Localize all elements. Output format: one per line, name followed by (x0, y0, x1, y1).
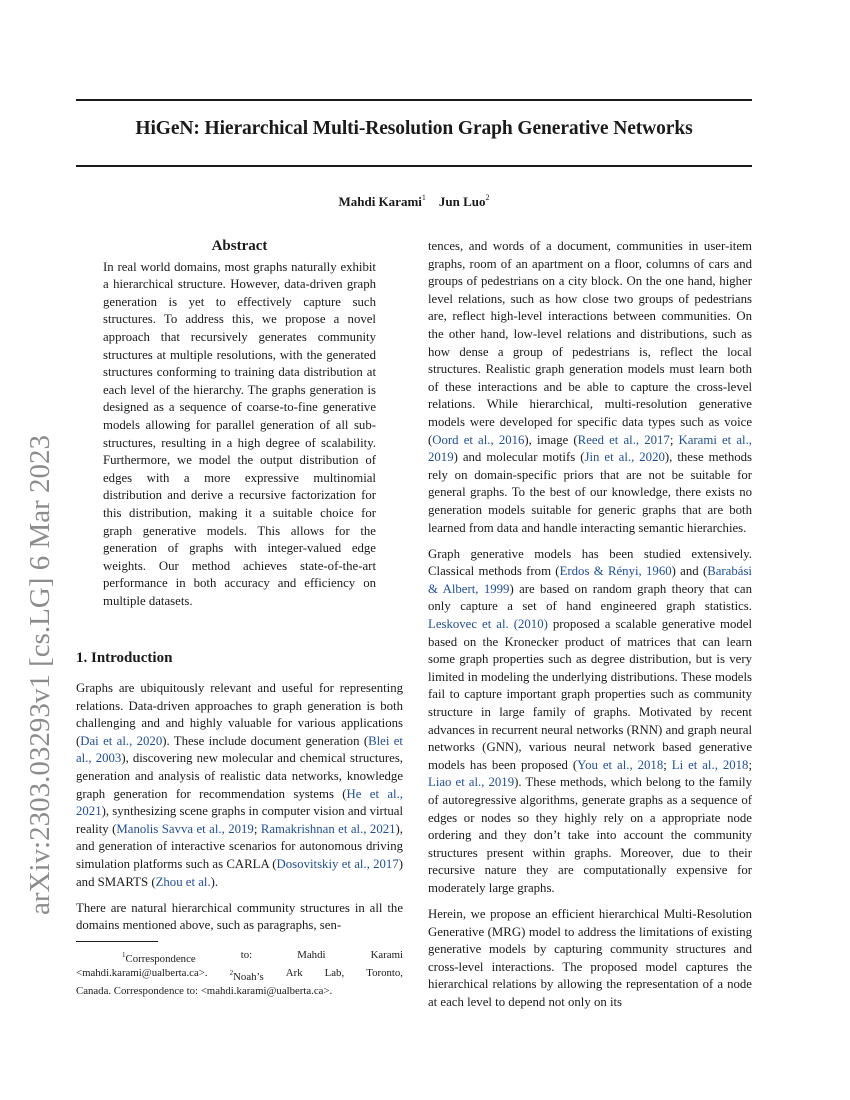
citation-link[interactable]: Zhou et al. (155, 874, 211, 889)
citation-link[interactable]: Barabási & Albert, 1999 (428, 564, 752, 596)
author-list (76, 193, 752, 210)
title-rule-bottom (76, 165, 752, 167)
citation-link[interactable]: Erdos & Rényi, 1960 (559, 564, 672, 579)
author-name: Jun Luo (438, 194, 486, 209)
title-rule-top (76, 99, 752, 101)
citation-link[interactable]: Liao et al., 2019 (428, 775, 515, 790)
section-heading-introduction: 1. Introduction (76, 650, 173, 667)
footnote (76, 948, 403, 998)
abstract-heading: Abstract (211, 238, 268, 254)
footnote-line: Canada. Correspondence to: <mahdi.karami@ualberta.ca>. (76, 984, 333, 997)
intro-paragraph: tences, and words of a document, communities in user-item graphs, room of an apartment on a floor, columns of cars and groups of pedestrians on a city block. On the one hand, higher level relations, such as how close two groups of pedestrians are, reflect high-level interactions between communities. On the other hand, low-level relations and distributions, such as how dense a group of pedestrians is, reflect the local structures. Realistic graph generation models must learn both of these interactions and be able to capture the cross-level relations. While hierarchical, multi-resolution generative models were developed for specific data types such as voice (Oord et al., 2016), image (Reed et al., 2017; Karami et al., 2019) and molecular motifs (Jin et al., 2020), these methods rely on domain-specific priors that are not be suitable for general graphs. To the best of our knowledge, there exists no generation models suitable for generic graphs that are both learned from data and handle interacting semantic hierarchies. (428, 239, 752, 535)
paper-title: HiGeN: Hierarchical Multi-Resolution Graph Generative Networks (135, 118, 693, 139)
abstract-text: In real world domains, most graphs naturally exhibit a hierarchical structure. However, data-driven graph generation is yet to effectively capture such structures. To address this, we propose a novel approach that recursively generates community structures at multiple resolutions, with the generated structures conforming to training data distribution at each level of the hierarchy. The graphs generation is designed as a sequence of coarse-to-fine generative models allowing for parallel generation of all sub-structures, resulting in a high degree of scalability. Furthermore, we model the output distribution of edges with a more expressive multinomial distribution and derive a recursive factorization for this distribution, making it a suitable choice for graph generative models. This allows for the generation of graphs with integer-valued edge weights. Our method achieves state-of-the-art performance in both accuracy and efficiency on multiple datasets. (103, 259, 376, 608)
citation-link[interactable]: Li et al., 2018 (671, 757, 749, 772)
intro-paragraph: Graphs are ubiquitously relevant and useful for representing relations. Data-driven approaches to graph generation is both challenging and and highly valuable for various applications (Dai et al., 2020). These include document generation (Blei et al., 2003), discovering new molecular and chemical structures, generation and analysis of realistic data networks, knowledge graph generation for recommendation systems (He et al., 2021), synthesizing scene graphs in computer vision and virtual reality (Manolis Savva et al., 2019; Ramakrishnan et al., 2021), and generation of interactive scenarios for autonomous driving simulation platforms such as CARLA (Dosovitskiy et al., 2017) and SMARTS (Zhou et al.). (76, 681, 404, 889)
citation-link[interactable]: Karami et al., 2019 (428, 432, 752, 465)
right-column (428, 238, 752, 1012)
arxiv-identifier: arXiv:2303.03293v1 [cs.LG] 6 Mar 2023 (24, 434, 56, 916)
footnote-divider (76, 941, 158, 942)
arxiv-stamp (24, 434, 64, 916)
citation-link[interactable]: He et al., 2021 (76, 786, 403, 819)
left-column (76, 238, 403, 998)
citation-link[interactable]: Leskovec et al. (2010) (428, 616, 548, 631)
footnote-line: <mahdi.karami@ualberta.ca>. $^2$Noah’s Ark Lab, Toronto, (76, 966, 403, 983)
citation-link[interactable]: Dai et al., 2020 (80, 733, 163, 748)
abstract-section (76, 259, 403, 611)
citation-link[interactable]: Oord et al., 2016 (432, 432, 525, 447)
intro-paragraph: Graph generative models has been studied extensively. Classical methods from (Erdos & Rényi, 1960) and (Barabási & Albert, 1999) are based on random graph theory that can only capture a set of hand engineered graph statistics. Leskovec et al. (2010) proposed a scalable generative model based on the Kronecker product of matrices that can learn some graph properties such as degree distribution, but is very limited in modeling the underlying distributions. These models fail to capture important graph properties such as community structure in large family of graphs. Motivated by recent advances in recurrent neural networks (RNN) and graph neural networks (GNN), various neural network based generative models has been proposed (You et al., 2018; Li et al., 2018; Liao et al., 2019). These methods, which belong to the family of autoregressive algorithms, generate graphs as a sequence of edges or nodes so they highly rely on a appropriate node ordering and they don’t take into account the community structures present within graphs. Moreover, due to their recursive nature they are computationally expensive for moderately large graphs. (428, 546, 752, 895)
citation-link[interactable]: Blei et al., 2003 (76, 733, 403, 766)
intro-paragraph: Herein, we propose an efficient hierarchical Multi-Resolution Generative (MRG) model to address the limitations of existing generative models by capturing community structures and cross-level interactions. The proposed model captures the hierarchical relations by allowing the representation of a node at each level to depend not only on its (428, 906, 752, 1009)
citation-link[interactable]: Ramakrishnan et al., 2021 (260, 821, 396, 836)
author-name: Mahdi Karami (338, 194, 422, 209)
footnote-line: $^1$Correspondence to: Mahdi Karami (122, 948, 403, 965)
author-affiliation-mark: 1 (421, 193, 426, 202)
citation-link[interactable]: You et al., 2018 (577, 757, 664, 772)
citation-link[interactable]: Jin et al., 2020 (584, 450, 665, 465)
intro-paragraph: There are natural hierarchical community structures in all the domains mentioned above, such as paragraphs, sen- (76, 900, 403, 933)
author-affiliation-mark: 2 (485, 193, 490, 202)
citation-link[interactable]: Manolis Savva et al., 2019 (116, 821, 254, 836)
citation-link[interactable]: Reed et al., 2017 (577, 432, 670, 447)
citation-link[interactable]: Dosovitskiy et al., 2017 (276, 857, 399, 871)
